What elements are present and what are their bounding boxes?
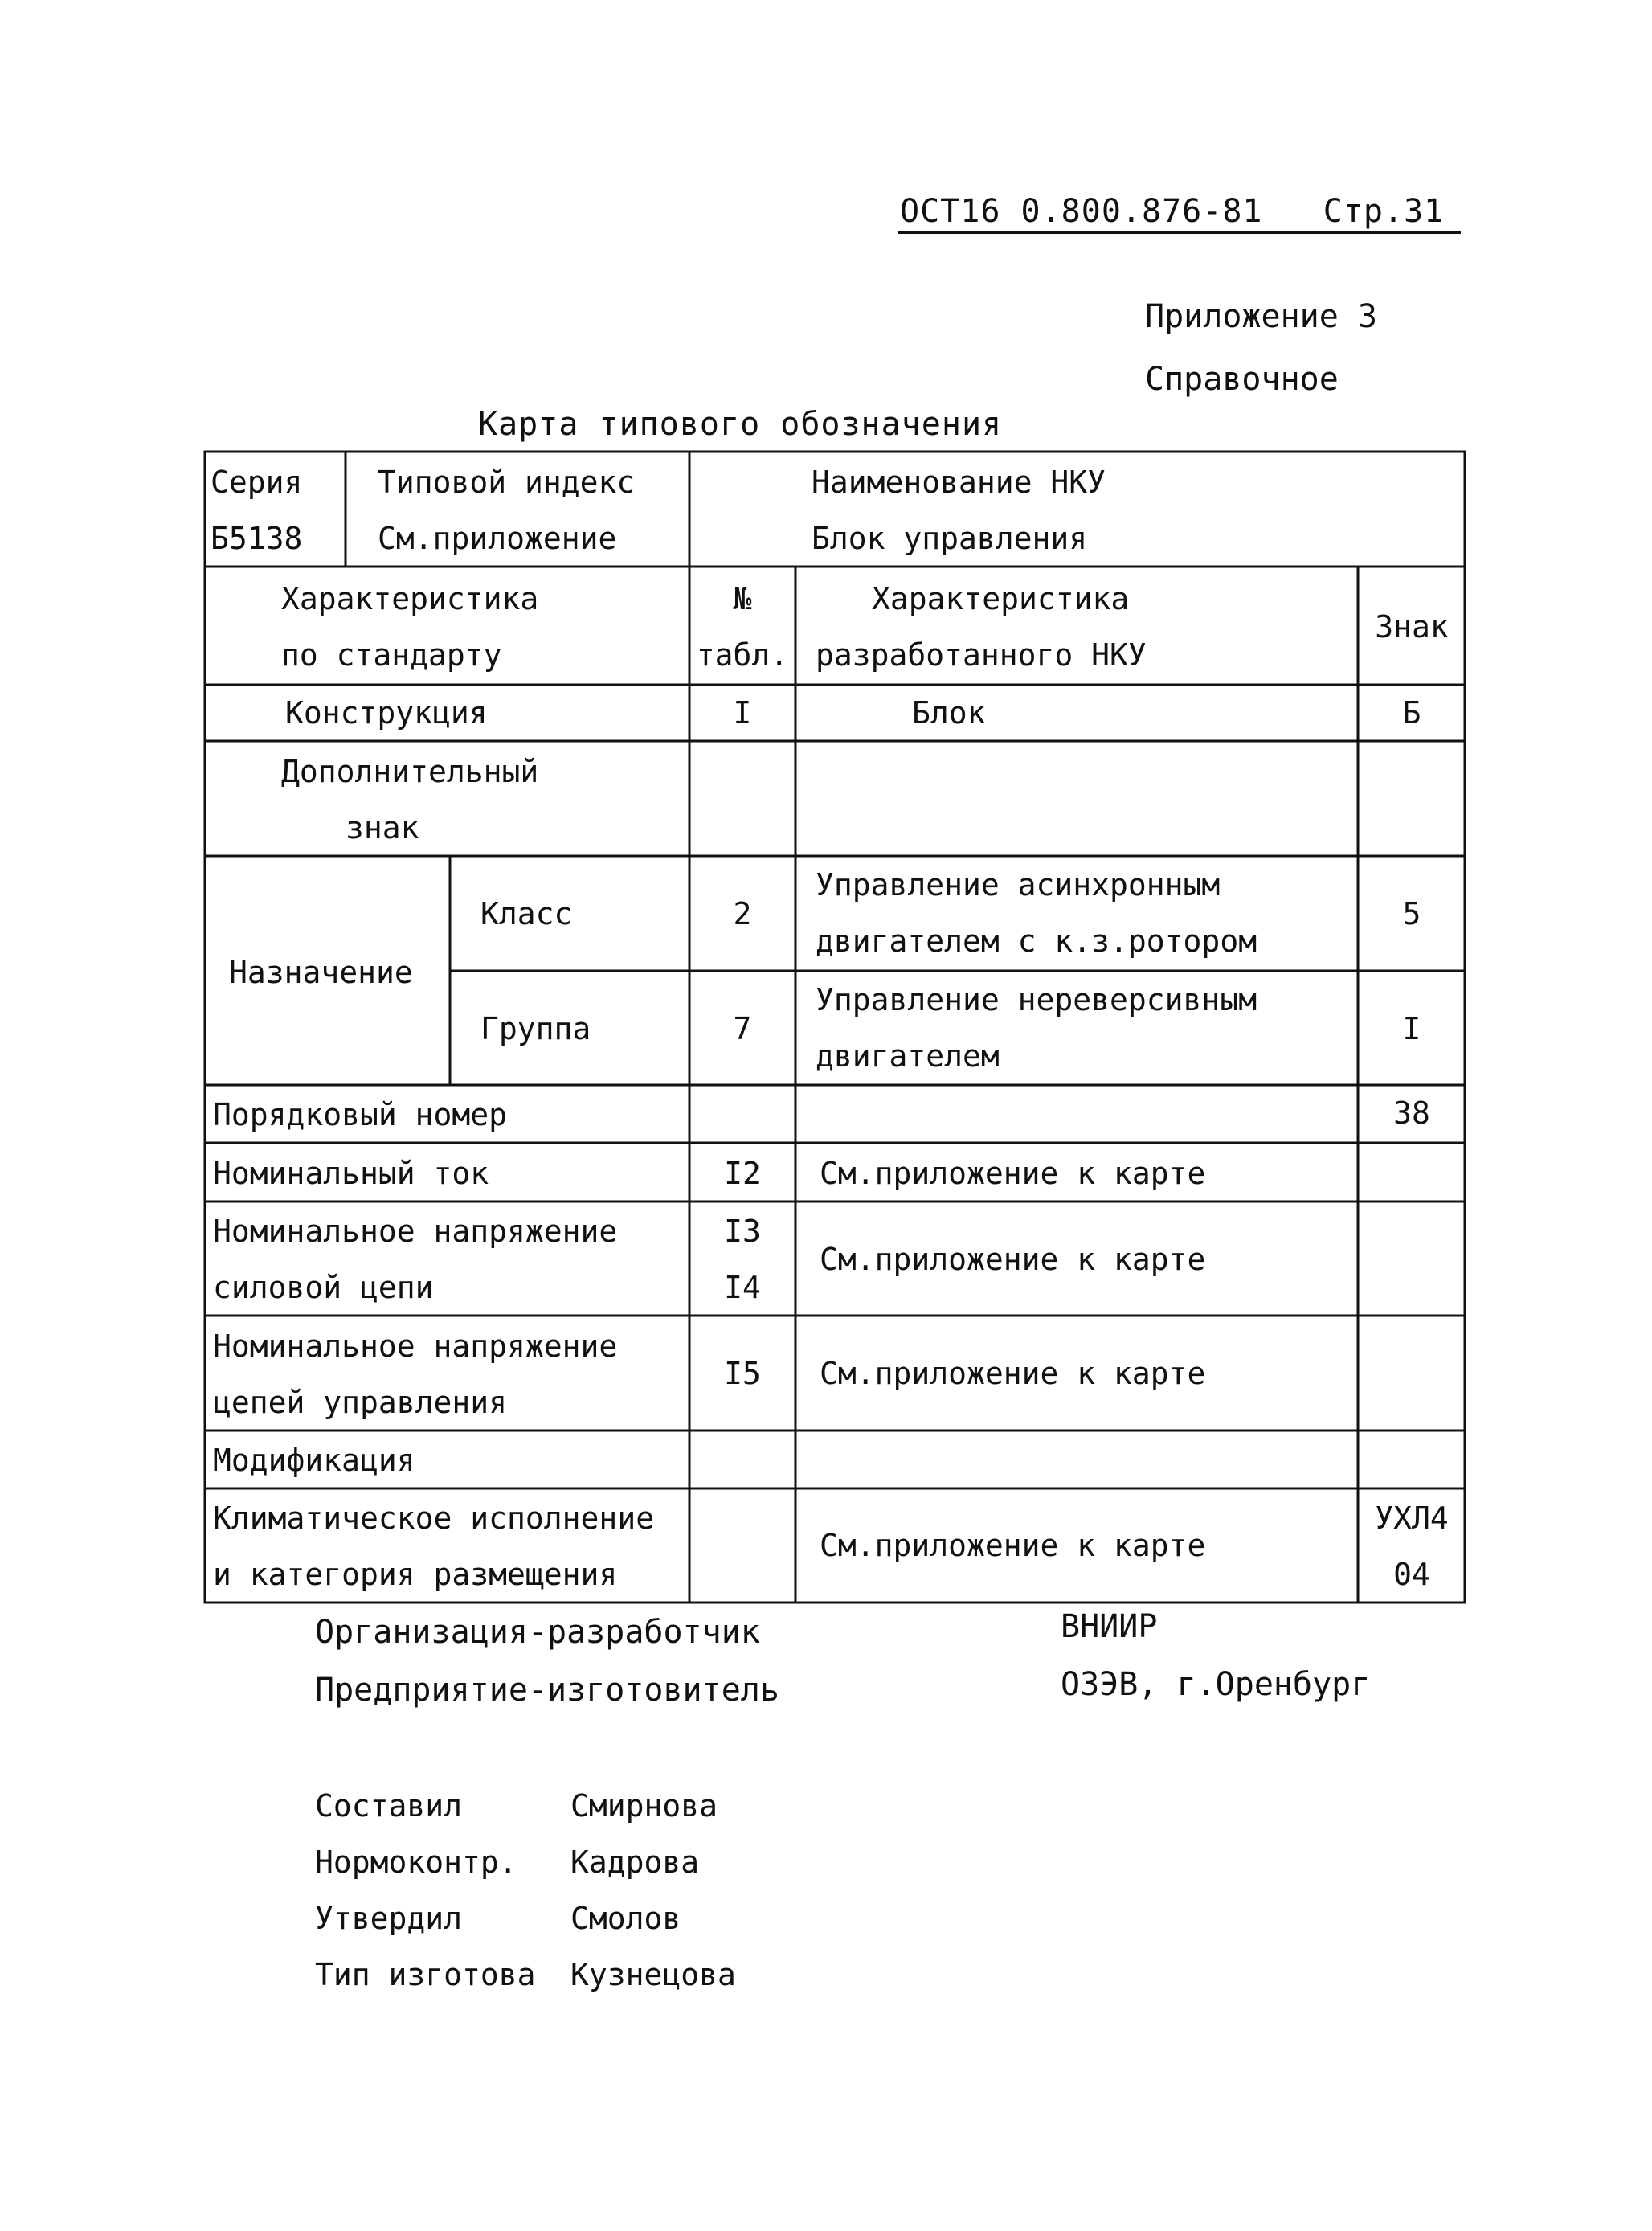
row-serial-std: Порядковый номер xyxy=(213,1097,508,1132)
signature-role: Утвердил xyxy=(315,1901,463,1936)
row-construction-std: Конструкция xyxy=(285,695,488,731)
col-header-char-std xyxy=(281,571,538,683)
row-class-sub: Класс xyxy=(480,896,573,931)
footer-values xyxy=(1061,1598,1370,1713)
org-dev-label: Организация-разработчик xyxy=(315,1614,760,1651)
signature-names xyxy=(570,1778,736,2003)
col-header-char-std-line1: Характеристика xyxy=(281,581,539,616)
row-extra-sign-std-line2: знак xyxy=(346,810,419,845)
row-group-dev-line1: Управление нереверсивным xyxy=(816,982,1257,1017)
col-header-char-dev-line1: Характеристика xyxy=(872,581,1130,616)
row-group-sub: Группа xyxy=(480,1011,591,1046)
row-control-voltage-std xyxy=(213,1318,617,1431)
row-climate-std-line2: и категория размещения xyxy=(213,1557,618,1592)
nku-name-value: Блок управления xyxy=(812,521,1088,556)
card-title: Карта типового обозначения xyxy=(478,406,1003,443)
manufacturer-label: Предприятие-изготовитель xyxy=(315,1672,779,1709)
type-index-cell xyxy=(378,454,635,567)
nku-name-label: Наименование НКУ xyxy=(812,465,1106,500)
signature-role: Составил xyxy=(315,1788,463,1824)
row-class-sign: 5 xyxy=(1402,896,1421,931)
manufacturer-value: ОЗЭВ, г.Оренбург xyxy=(1061,1666,1371,1703)
appendix-title: Приложение 3 xyxy=(1145,298,1377,335)
row-extra-sign-std-line1: Дополнительный xyxy=(281,754,539,789)
row-group-sign: I xyxy=(1402,1011,1421,1046)
col-header-char-dev-line2: разработанного НКУ xyxy=(816,637,1147,673)
series-cell xyxy=(211,454,302,567)
row-construction-sign: Б xyxy=(1402,695,1421,731)
row-control-voltage-dev: См.приложение к карте xyxy=(820,1356,1206,1391)
row-construction-dev: Блок xyxy=(912,695,986,731)
col-header-char-dev xyxy=(816,571,1147,683)
row-climate-dev: См.приложение к карте xyxy=(820,1528,1206,1563)
row-modification-std: Модификация xyxy=(213,1443,415,1478)
page-number: Стр.31 xyxy=(1323,193,1445,230)
signature-role: Тип изготова xyxy=(315,1957,536,1992)
row-control-voltage-std-line2: цепей управления xyxy=(213,1385,508,1420)
col-header-char-std-line2: по стандарту xyxy=(281,637,502,673)
col-header-table-no-line1: № xyxy=(733,581,752,616)
row-power-voltage-tab xyxy=(691,1203,794,1316)
row-group-dev-line2: двигателем xyxy=(816,1038,1000,1074)
type-index-value: См.приложение xyxy=(378,521,617,556)
row-power-voltage-std-line1: Номинальное напряжение xyxy=(213,1214,618,1249)
row-group-dev xyxy=(816,972,1257,1084)
signature-name: Смирнова xyxy=(570,1788,718,1824)
row-construction-tab: I xyxy=(733,695,752,731)
nku-name-cell xyxy=(812,454,1106,567)
type-index-label: Типовой индекс xyxy=(378,465,636,500)
row-climate-std-line1: Климатическое исполнение xyxy=(213,1500,655,1536)
row-current-dev: См.приложение к карте xyxy=(820,1156,1206,1191)
signature-name: Кадрова xyxy=(570,1844,700,1880)
doc-code: ОСТ16 0.800.876-81 xyxy=(900,193,1263,230)
row-control-voltage-tab: I5 xyxy=(724,1356,761,1391)
row-class-dev-line1: Управление асинхронным xyxy=(816,867,1221,903)
col-header-table-no xyxy=(691,571,794,683)
row-power-voltage-std xyxy=(213,1203,617,1316)
signature-name: Смолов xyxy=(570,1901,681,1936)
row-serial-sign: 38 xyxy=(1393,1095,1430,1131)
row-power-voltage-dev: См.приложение к карте xyxy=(820,1242,1206,1277)
row-purpose-group: Назначение xyxy=(229,955,413,990)
footer-labels xyxy=(315,1603,779,1719)
row-class-tab: 2 xyxy=(733,896,752,931)
row-power-voltage-tab-2: I4 xyxy=(724,1270,761,1305)
signature-roles xyxy=(315,1778,536,2003)
series-value: Б5138 xyxy=(211,521,303,556)
row-class-dev-line2: двигателем с к.з.ротором xyxy=(816,923,1257,959)
row-extra-sign-std xyxy=(281,743,538,856)
signature-role: Нормоконтр. xyxy=(315,1844,517,1880)
col-header-sign: Знак xyxy=(1375,609,1449,645)
appendix-type: Справочное xyxy=(1145,361,1339,398)
col-header-table-no-line2: табл. xyxy=(696,637,789,673)
signature-name: Кузнецова xyxy=(570,1957,736,1992)
row-current-std: Номинальный ток xyxy=(213,1156,489,1191)
series-label: Серия xyxy=(211,465,303,500)
row-group-tab: 7 xyxy=(733,1011,752,1046)
row-current-tab: I2 xyxy=(724,1156,761,1191)
row-power-voltage-tab-1: I3 xyxy=(724,1214,761,1249)
row-climate-sign-line2: 04 xyxy=(1393,1557,1430,1592)
row-class-dev xyxy=(816,857,1257,969)
row-climate-std xyxy=(213,1490,654,1603)
row-power-voltage-std-line2: силовой цепи xyxy=(213,1270,434,1305)
org-dev-value: ВНИИР xyxy=(1061,1608,1158,1645)
row-climate-sign xyxy=(1360,1490,1464,1603)
row-climate-sign-line1: УХЛ4 xyxy=(1375,1500,1449,1536)
row-control-voltage-std-line1: Номинальное напряжение xyxy=(213,1328,618,1364)
